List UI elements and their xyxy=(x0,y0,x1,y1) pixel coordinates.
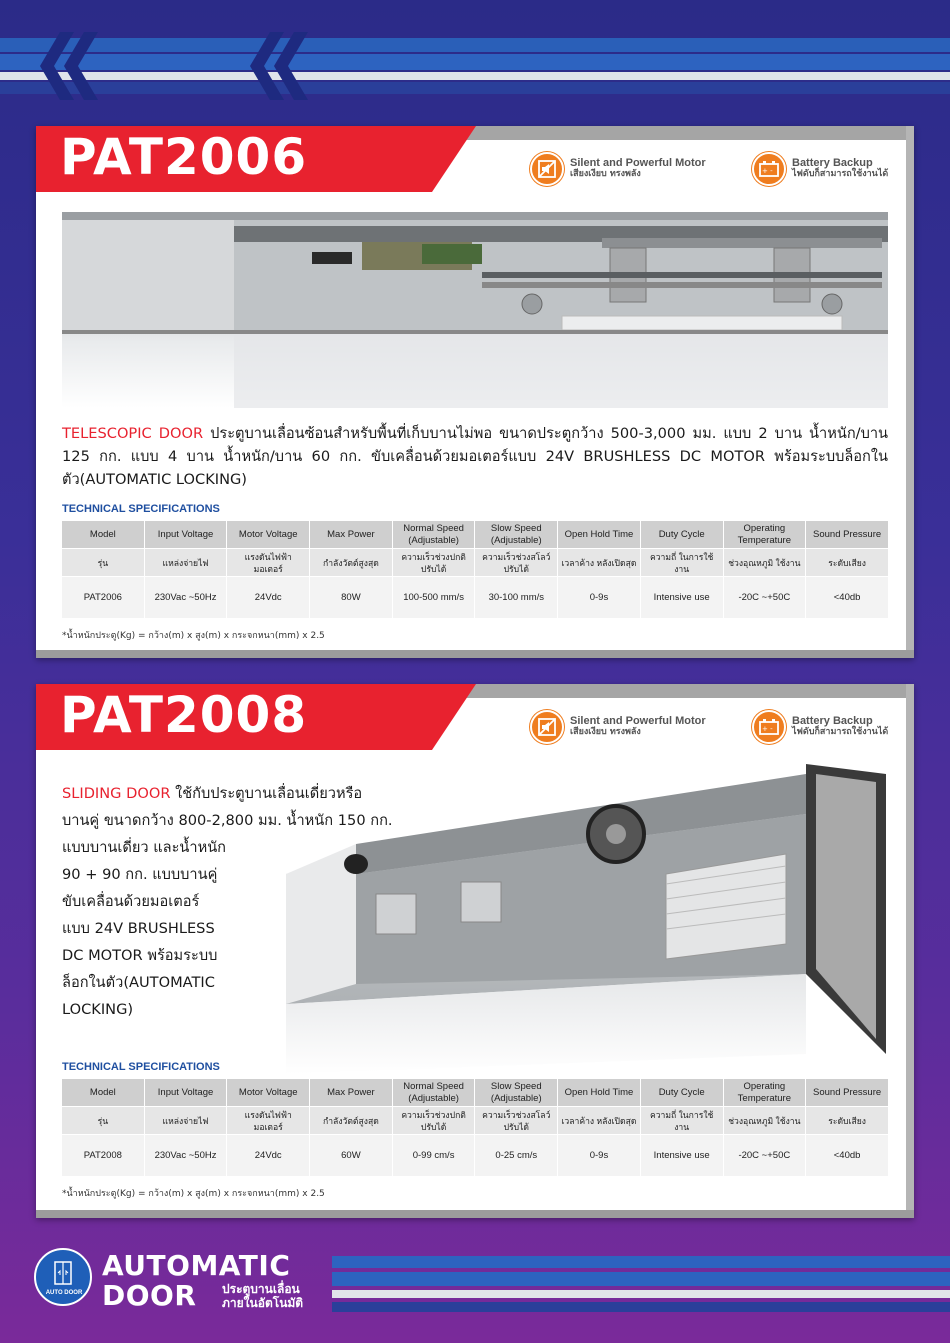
description-line: ขับเคลื่อนด้วยมอเตอร์ xyxy=(62,893,200,910)
feature-battery-th: ไฟดับก็สามารถใช้งานได้ xyxy=(792,727,889,737)
spec-header-cell: ความถี่ ในการใช้งาน xyxy=(640,549,723,577)
spec-header-cell: Input Voltage xyxy=(144,1079,227,1107)
spec-header-cell: ความเร็วช่วงปกติ ปรับได้ xyxy=(392,1107,475,1135)
spec-value-cell: 0-99 cm/s xyxy=(392,1135,475,1177)
spec-header-cell: แหล่งจ่ายไฟ xyxy=(144,549,227,577)
spec-header-cell: กำลังวัตต์สูงสุด xyxy=(310,1107,393,1135)
description-line: DC MOTOR พร้อมระบบ xyxy=(62,947,218,964)
feature-motor-en: Silent and Powerful Motor xyxy=(570,715,706,727)
feature-motor-en: Silent and Powerful Motor xyxy=(570,157,706,169)
spec-value-cell: 80W xyxy=(310,577,393,619)
spec-value-cell: 0-9s xyxy=(558,1135,641,1177)
spec-header-cell: รุ่น xyxy=(62,549,145,577)
spec-header-cell: Sound Pressure xyxy=(806,521,889,549)
spec-header-cell: Duty Cycle xyxy=(640,521,723,549)
spec-header-cell: Max Power xyxy=(310,521,393,549)
weight-note: *น้ำหนักประตู(Kg) = กว้าง(m) x สูง(m) x กระจกหนา(mm) x 2.5 xyxy=(62,631,325,641)
feature-battery-en: Battery Backup xyxy=(792,157,873,169)
spec-header-cell: Slow Speed (Adjustable) xyxy=(475,521,558,549)
product-description xyxy=(62,780,412,1023)
product-title: PAT2008 xyxy=(60,686,308,744)
spec-header-cell: Open Hold Time xyxy=(558,521,641,549)
spec-value-row xyxy=(62,1135,889,1177)
feature-motor-th: เสียงเงียบ ทรงพลัง xyxy=(570,727,641,737)
logo-caption: AUTO DOOR xyxy=(45,1290,83,1296)
spec-header-cell: Model xyxy=(62,521,145,549)
spec-value-cell: 230Vac ~50Hz xyxy=(144,1135,227,1177)
spec-value-cell: <40db xyxy=(806,577,889,619)
spec-header-cell: Operating Temperature xyxy=(723,1079,806,1107)
spec-header-cell: Normal Speed (Adjustable) xyxy=(392,521,475,549)
spec-value-cell: 100-500 mm/s xyxy=(392,577,475,619)
spec-header-cell: Model xyxy=(62,1079,145,1107)
spec-value-cell: <40db xyxy=(806,1135,889,1177)
feature-battery-th: ไฟดับก็สามารถใช้งานได้ xyxy=(792,169,889,179)
product-panel-pat2006 xyxy=(36,126,914,658)
spec-header-th-row xyxy=(62,1107,889,1135)
description-line xyxy=(62,780,412,807)
spec-value-cell: -20C ~+50C xyxy=(723,577,806,619)
spec-header-cell: Sound Pressure xyxy=(806,1079,889,1107)
description-line: แบบบานเดี่ยว และน้ำหนัก xyxy=(62,839,227,856)
spec-value-cell: 0-25 cm/s xyxy=(475,1135,558,1177)
spec-value-cell: PAT2008 xyxy=(62,1135,145,1177)
spec-value-cell: 24Vdc xyxy=(227,577,310,619)
product-panel-pat2008 xyxy=(36,684,914,1218)
description-line: ล็อกในตัว(AUTOMATIC xyxy=(62,974,215,991)
product-description xyxy=(62,422,888,491)
spec-header-en-row xyxy=(62,521,889,549)
footer-stripes xyxy=(332,1256,950,1312)
spec-header-cell: Open Hold Time xyxy=(558,1079,641,1107)
spec-header-cell: ความถี่ ในการใช้งาน xyxy=(640,1107,723,1135)
muted-speaker-icon xyxy=(530,710,564,744)
spec-value-cell: 30-100 mm/s xyxy=(475,577,558,619)
spec-header-cell: ช่วงอุณหภูมิ ใช้งาน xyxy=(723,549,806,577)
spec-header-cell: Slow Speed (Adjustable) xyxy=(475,1079,558,1107)
feature-battery xyxy=(752,152,888,186)
feature-battery-en: Battery Backup xyxy=(792,715,873,727)
spec-title: TECHNICAL SPECIFICATIONS xyxy=(62,1061,220,1073)
spec-header-cell: แหล่งจ่ายไฟ xyxy=(144,1107,227,1135)
muted-speaker-icon xyxy=(530,152,564,186)
spec-value-row xyxy=(62,577,889,619)
brand-thai-1: ประตูบานเลื่อน xyxy=(222,1282,300,1296)
spec-header-cell: ระดับเสียง xyxy=(806,1107,889,1135)
spec-header-cell: Motor Voltage xyxy=(227,521,310,549)
svg-text:+ -: + - xyxy=(762,725,773,733)
chevron-decoration xyxy=(40,32,340,100)
spec-header-cell: Input Voltage xyxy=(144,521,227,549)
spec-value-cell: PAT2006 xyxy=(62,577,145,619)
spec-header-cell: Operating Temperature xyxy=(723,521,806,549)
description-line: แบบ 24V BRUSHLESS xyxy=(62,920,215,937)
spec-table xyxy=(61,520,889,619)
spec-header-cell: ความเร็วช่วงสโลว์ ปรับได้ xyxy=(475,549,558,577)
telescopic-operator-photo xyxy=(62,212,888,408)
spec-header-cell: แรงดันไฟฟ้า มอเตอร์ xyxy=(227,1107,310,1135)
spec-header-th-row xyxy=(62,549,889,577)
spec-table xyxy=(61,1078,889,1177)
door-type: TELESCOPIC DOOR xyxy=(62,425,204,442)
feature-battery xyxy=(752,710,888,744)
spec-header-cell: แรงดันไฟฟ้า มอเตอร์ xyxy=(227,549,310,577)
spec-title: TECHNICAL SPECIFICATIONS xyxy=(62,503,220,515)
brand-line-1: AUTOMATIC xyxy=(102,1249,291,1282)
spec-header-cell: ระดับเสียง xyxy=(806,549,889,577)
spec-value-cell: 0-9s xyxy=(558,577,641,619)
battery-icon xyxy=(752,152,786,186)
spec-header-cell: ช่วงอุณหภูมิ ใช้งาน xyxy=(723,1107,806,1135)
description-line: LOCKING) xyxy=(62,1001,134,1018)
brand-line-2: DOOR xyxy=(102,1279,197,1312)
door-type: SLIDING DOOR xyxy=(62,785,171,802)
spec-header-cell: ความเร็วช่วงปกติ ปรับได้ xyxy=(392,549,475,577)
spec-value-cell: 24Vdc xyxy=(227,1135,310,1177)
spec-header-cell: กำลังวัตต์สูงสุด xyxy=(310,549,393,577)
description-line: 90 + 90 กก. แบบบานคู่ xyxy=(62,866,218,883)
description-body: ใช้กับประตูบานเลื่อนเดี่ยวหรือ xyxy=(170,785,363,802)
spec-value-cell: Intensive use xyxy=(640,1135,723,1177)
spec-header-cell: Normal Speed (Adjustable) xyxy=(392,1079,475,1107)
svg-text:+ -: + - xyxy=(762,167,773,175)
description-line: บานคู่ ขนาดกว้าง 800-2,800 มม. น้ำหนัก 150 กก. xyxy=(62,812,393,829)
feature-motor xyxy=(530,152,706,186)
spec-header-cell: Motor Voltage xyxy=(227,1079,310,1107)
product-title: PAT2006 xyxy=(60,128,308,186)
spec-header-cell: เวลาค้าง หลังเปิดสุด xyxy=(558,549,641,577)
brand-thai-2: ภายในอัตโนมัติ xyxy=(222,1296,304,1310)
feature-motor-th: เสียงเงียบ ทรงพลัง xyxy=(570,169,641,179)
spec-value-cell: -20C ~+50C xyxy=(723,1135,806,1177)
spec-header-en-row xyxy=(62,1079,889,1107)
description-body: ประตูบานเลื่อนซ้อนสำหรับพื้นที่เก็บบานไม่พอ ขนาดประตูกว้าง 500-3,000 มม. แบบ 2 บาน น้ำหนัก/บาน 125 กก. แบบ 4 บาน น้ำหนัก/บาน 60 กก. ขับเคลื่อนด้วยมอเตอร์แบบ 24V BRUSHLESS DC MOTOR พร้อมระบบล็อกในตัว(AUTOMATIC LOCKING) xyxy=(62,425,889,488)
battery-icon xyxy=(752,710,786,744)
spec-header-cell: Duty Cycle xyxy=(640,1079,723,1107)
spec-header-cell: Max Power xyxy=(310,1079,393,1107)
spec-header-cell: เวลาค้าง หลังเปิดสุด xyxy=(558,1107,641,1135)
spec-value-cell: Intensive use xyxy=(640,577,723,619)
spec-value-cell: 230Vac ~50Hz xyxy=(144,577,227,619)
spec-value-cell: 60W xyxy=(310,1135,393,1177)
spec-header-cell: รุ่น xyxy=(62,1107,145,1135)
auto-door-logo xyxy=(34,1248,92,1306)
spec-header-cell: ความเร็วช่วงสโลว์ ปรับได้ xyxy=(475,1107,558,1135)
weight-note: *น้ำหนักประตู(Kg) = กว้าง(m) x สูง(m) x กระจกหนา(mm) x 2.5 xyxy=(62,1189,325,1199)
feature-motor xyxy=(530,710,706,744)
